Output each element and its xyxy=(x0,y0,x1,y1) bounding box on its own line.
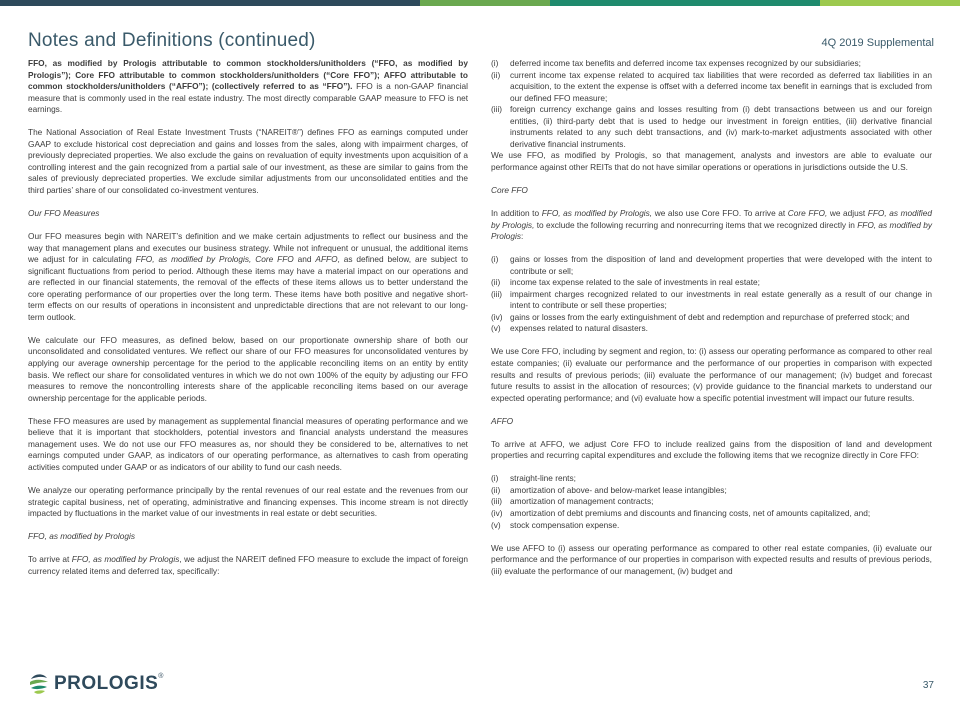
prologis-logo xyxy=(28,672,164,696)
left-paragraph-6: We analyze our operating performance principally by the rental revenues of our real estate and the revenues from our strategic capital business, net of operating, administrative and financing expenses. This income stream is not directly impacted by fluctuations in the market value of our investments in real estate or debt securities. xyxy=(28,484,468,519)
list-numeral: (i) xyxy=(491,473,499,484)
list-item xyxy=(491,323,932,335)
text-run: , as defined below, are subject to significant fluctuations from period to period. Although these items may have a material impact on our operations and are reflected in our financial statements, the removal of the effects of these items allows us to better understand the core operating performance of our properties over the long term. These items have both positive and negative short-term effects on our results of operations in inconsistent and unpredictable directions that are not relevant to our long-term outlook. xyxy=(28,254,468,322)
list-text: stock compensation expense. xyxy=(510,519,620,530)
affo-adjustments-list xyxy=(491,473,932,531)
report-subtitle: 4Q 2019 Supplemental xyxy=(821,37,934,49)
list-text: expenses related to natural disasters. xyxy=(510,323,648,334)
list-item xyxy=(491,289,932,312)
italic-run: FFO, as modified by Prologis xyxy=(491,219,932,242)
top-bar-segment-green xyxy=(420,0,550,6)
list-text: current income tax expense related to acquired tax liabilities that were recorded as deferred tax liabilities in an acquisition, to the extent the expense is offset with a deferred income tax benefit in earnings that is excluded from our defined FFO measure; xyxy=(510,69,932,103)
list-item xyxy=(491,277,932,289)
list-text: amortization of debt premiums and discounts and financing costs, net of amounts capitalized, and; xyxy=(510,508,871,518)
text-run: To arrive at xyxy=(28,554,72,565)
top-bar-segment-lime xyxy=(820,0,960,6)
list-numeral: (ii) xyxy=(491,277,501,288)
core-ffo-adjustments-list xyxy=(491,254,932,335)
text-run: we also use Core FFO. To arrive at xyxy=(652,208,788,219)
top-color-bar xyxy=(0,0,960,6)
right-paragraph-2 xyxy=(491,208,932,243)
italic-run: FFO, as modified by Prologis, Core FFO xyxy=(135,254,294,265)
list-numeral: (iv) xyxy=(491,508,503,518)
prologis-mark-icon xyxy=(28,672,50,696)
section-heading-core-ffo: Core FFO xyxy=(491,184,528,195)
list-text: impairment charges recognized related to our investments in real estate generally as a result of our change in intent to contribute or sell these properties; xyxy=(510,288,932,311)
text-run: Our FFO measures begin with NAREIT’s definition and we make certain adjustments to reflect our business and the way that management plans and executes our business strategy. While not infrequent or unusual, the additional items we adjust for in calculating xyxy=(28,231,468,265)
list-item xyxy=(491,520,932,532)
list-text: foreign currency exchange gains and losses resulting from (i) debt transactions between us and our foreign entities, (ii) third-party debt that is used to hedge our investment in foreign entities, (iii) derivative financial instruments related to any such debt transactions, and (iv) mark-to-market adjustments associated with other derivative financial instruments. xyxy=(510,104,932,149)
list-text: gains or losses from the disposition of land and development properties that were developed with the intent to contribute or sell; xyxy=(510,254,932,276)
list-item xyxy=(491,254,932,277)
logo-text: PROLOGIS xyxy=(54,673,159,694)
logo-wordmark xyxy=(54,673,164,695)
right-column xyxy=(491,58,932,577)
section-heading-ffo-modified: FFO, as modified by Prologis xyxy=(28,531,135,542)
right-paragraph-3: We use Core FFO, including by segment and region, to: (i) assess our operating performance as compared to other real estate companies; (ii) evaluate our performance and the performance of our properties in comparison with expected results and results of previous periods; (iii) evaluate the performance of our management; (iv) budget and forecast future results to assist in the allocation of resources; (v) provide guidance to the financial markets to understand our expected operating performance; and (vi) evaluate how a specific potential investment will impact our future results. xyxy=(491,346,932,403)
text-run: we adjust xyxy=(827,208,868,219)
ffo-adjustments-list xyxy=(491,58,932,150)
text-run: to exclude the following recurring and nonrecurring items that we recognized directly in xyxy=(534,219,858,230)
list-text: straight-line rents; xyxy=(510,473,576,484)
list-numeral: (i) xyxy=(491,58,499,68)
italic-run: FFO, as modified by Prologis, xyxy=(541,208,653,219)
top-bar-segment-teal xyxy=(550,0,820,6)
text-run: : xyxy=(520,231,524,242)
list-text: amortization of management contracts; xyxy=(510,496,654,507)
section-heading-our-ffo-measures: Our FFO Measures xyxy=(28,208,100,219)
list-numeral: (v) xyxy=(491,519,501,530)
left-paragraph-2: The National Association of Real Estate Investment Trusts (“NAREIT®”) defines FFO as earnings computed under GAAP to exclude historical cost depreciation and gains and losses from the sales, along with impairment charges, of previously depreciated properties. We also exclude the gains on revaluation of equity investments upon acquisition of a controlling interest and the gain recognized from a partial sale of our investment, as these are similar to gains from the sales of previously depreciated properties. We exclude similar adjustments from our unconsolidated entities and the third parties’ share of our consolidated co-investment ventures. xyxy=(28,127,468,195)
registered-mark: ® xyxy=(158,673,164,680)
ffo-definitions-bold: FFO, as modified by Prologis attributable to common stockholders/unitholders (“FFO, as modified by Prologis”); Core FFO attributable to common stockholders/unitholders (“Core FFO”); AFFO attributable to common stockholders/unitholders (“AFFO”); (collectively referred to as “FFO”). xyxy=(28,58,468,92)
list-numeral: (ii) xyxy=(491,69,501,80)
top-bar-segment-navy xyxy=(0,0,420,6)
list-item xyxy=(491,58,932,70)
list-item xyxy=(491,70,932,105)
left-paragraph-4: We calculate our FFO measures, as defined below, based on our proportionate ownership share of both our unconsolidated and consolidated ventures. We reflect our share of our FFO measures for unconsolidated ventures by applying our average ownership percentage for the period to the applicable reconciling items on an entity by entity basis. We reflect our share for consolidated ventures in which we do not own 100% of the equity by adjusting our FFO measures to remove the noncontrolling interests share of the applicable reconciling items based on our average ownership percentage for the applicable periods. xyxy=(28,334,468,403)
left-paragraph-1 xyxy=(28,58,468,116)
left-paragraph-5: These FFO measures are used by management as supplemental financial measures of operating performance and we believe that it is important that stockholders, potential investors and financial analysts understand the measures management uses. We do not use our FFO measures as, nor should they be considered to be, alternatives to net earnings computed under GAAP, as indicators of our operating performance, as alternatives to cash from operating activities computed under GAAP or as indicators of our ability to fund our cash needs. xyxy=(28,415,468,472)
italic-run: FFO, as modified by Prologis, xyxy=(491,208,932,230)
list-numeral: (iii) xyxy=(491,288,503,299)
right-paragraph-5: We use AFFO to (i) assess our operating performance as compared to other real estate companies, (ii) evaluate our performance and the performance of our properties in comparison with expected results and results of previous periods, (iii) evaluate the performance of our management, (iv) budget and xyxy=(491,542,932,576)
page-title: Notes and Definitions (continued) xyxy=(28,30,316,51)
text-run: , we adjust the NAREIT defined FFO measure to exclude the impact of foreign currency related items and deferred tax, specifically: xyxy=(28,554,468,576)
right-paragraph-1: We use FFO, as modified by Prologis, so that management, analysts and investors are able to evaluate our performance against other REITs that do not have similar operations or operations in jurisdictions outside the U.S. xyxy=(491,150,932,172)
list-numeral: (i) xyxy=(491,254,499,265)
list-text: gains or losses from the early extinguishment of debt and redemption and repurchase of preferred stock; and xyxy=(510,311,910,322)
section-heading-affo: AFFO xyxy=(491,415,514,426)
list-item xyxy=(491,473,932,485)
list-numeral: (iii) xyxy=(491,496,503,507)
list-text: income tax expense related to the sale of investments in real estate; xyxy=(510,277,760,288)
list-numeral: (iii) xyxy=(491,104,503,115)
list-item xyxy=(491,104,932,150)
right-paragraph-4: To arrive at AFFO, we adjust Core FFO to include realized gains from the disposition of land and development properties and recurring capital expenditures and exclude the following items that we recognize directly in Core FFO: xyxy=(491,438,932,461)
list-numeral: (v) xyxy=(491,323,501,334)
text-run: and xyxy=(293,254,316,265)
list-numeral: (iv) xyxy=(491,311,503,322)
left-paragraph-7 xyxy=(28,554,468,577)
italic-run: AFFO xyxy=(315,254,338,265)
list-numeral: (ii) xyxy=(491,484,501,495)
italic-run: FFO, as modified by Prologis xyxy=(71,554,180,565)
list-item xyxy=(491,496,932,508)
text-run: In addition to xyxy=(491,208,542,219)
list-text: amortization of above- and below-market lease intangibles; xyxy=(510,484,727,495)
list-item xyxy=(491,508,932,520)
list-item xyxy=(491,312,932,324)
page-number: 37 xyxy=(922,680,934,691)
list-text: deferred income tax benefits and deferred income tax expenses recognized by our subsidiaries; xyxy=(510,58,861,68)
left-paragraph-3 xyxy=(28,231,468,323)
left-column xyxy=(28,58,468,577)
italic-run: Core FFO, xyxy=(787,208,828,219)
ffo-definitions-text: FFO is a non-GAAP financial measure that is commonly used in the real estate industry. The most directly comparable GAAP measure to FFO is net earnings. xyxy=(28,81,468,115)
list-item xyxy=(491,485,932,497)
